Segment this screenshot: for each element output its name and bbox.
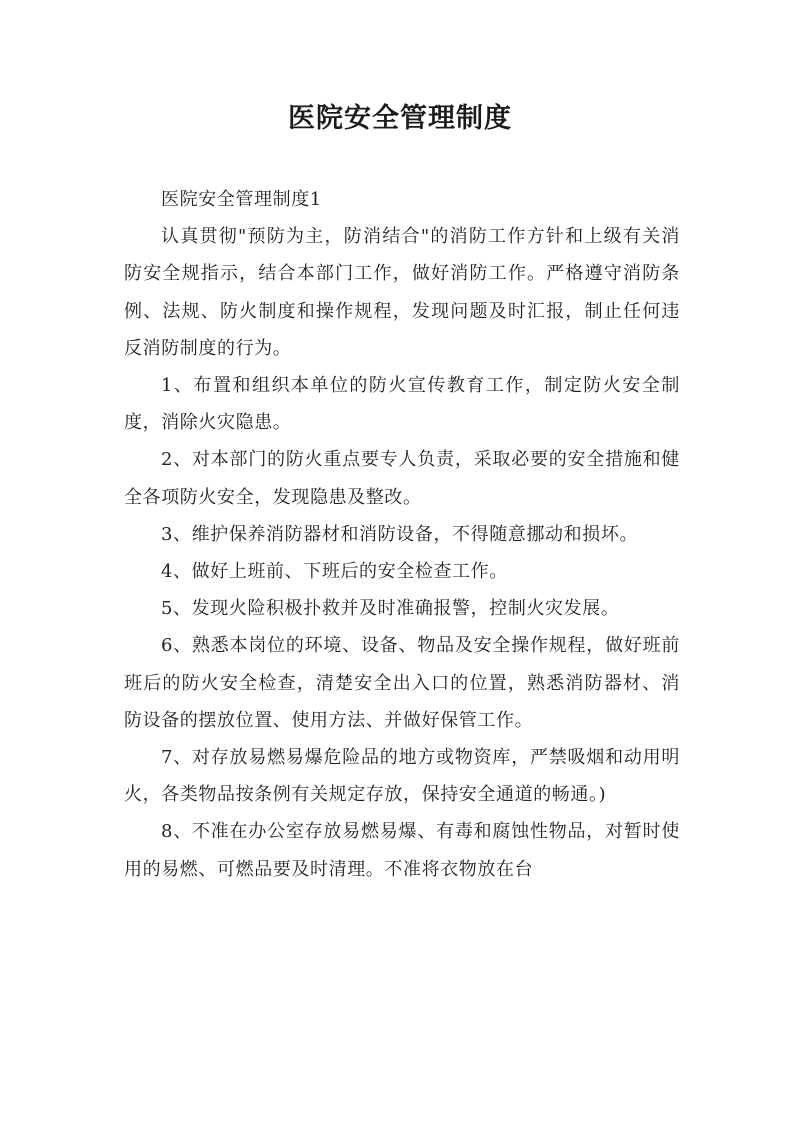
rule-item-6: 6、熟悉本岗位的环境、设备、物品及安全操作规程，做好班前班后的防火安全检查，清楚安全出入口的位置，熟悉消防器材、消防设备的摆放位置、使用方法、并做好保管工作。: [124, 635, 680, 731]
rule-item-7: 7、对存放易燃易爆危险品的地方或物资库，严禁吸烟和动用明火，各类物品按条例有关规定存放，保持安全通道的畅通。): [124, 747, 680, 806]
document-title: 医院安全管理制度: [288, 103, 512, 134]
rule-item-1: 1、布置和组织本单位的防火宣传教育工作，制定防火安全制度，消除火灾隐患。: [124, 375, 680, 434]
document-body: [124, 181, 680, 888]
rule-item-3: 3、维护保养消防器材和消防设备，不得随意挪动和损坏。: [161, 523, 639, 545]
rule-item-4: 4、做好上班前、下班后的安全检查工作。: [161, 561, 508, 583]
rule-item-2: 2、对本部门的防火重点要专人负责，采取必要的安全措施和健全各项防火安全，发现隐患及整改。: [124, 449, 680, 508]
intro-paragraph: 认真贯彻"预防为主，防消结合"的消防工作方针和上级有关消防安全规指示，结合本部门工作，做好消防工作。严格遵守消防条例、法规、防火制度和操作规程，发现问题及时汇报，制止任何违反消防制度的行为。: [124, 226, 680, 359]
rule-item-8: 8、不准在办公室存放易燃易爆、有毒和腐蚀性物品，对暂时使用的易燃、可燃品要及时清理。不准将衣物放在台: [124, 821, 680, 880]
rule-item-5: 5、发现火险积极扑救并及时准确报警，控制火灾发展。: [161, 598, 620, 620]
section-heading: 医院安全管理制度1: [161, 189, 322, 210]
